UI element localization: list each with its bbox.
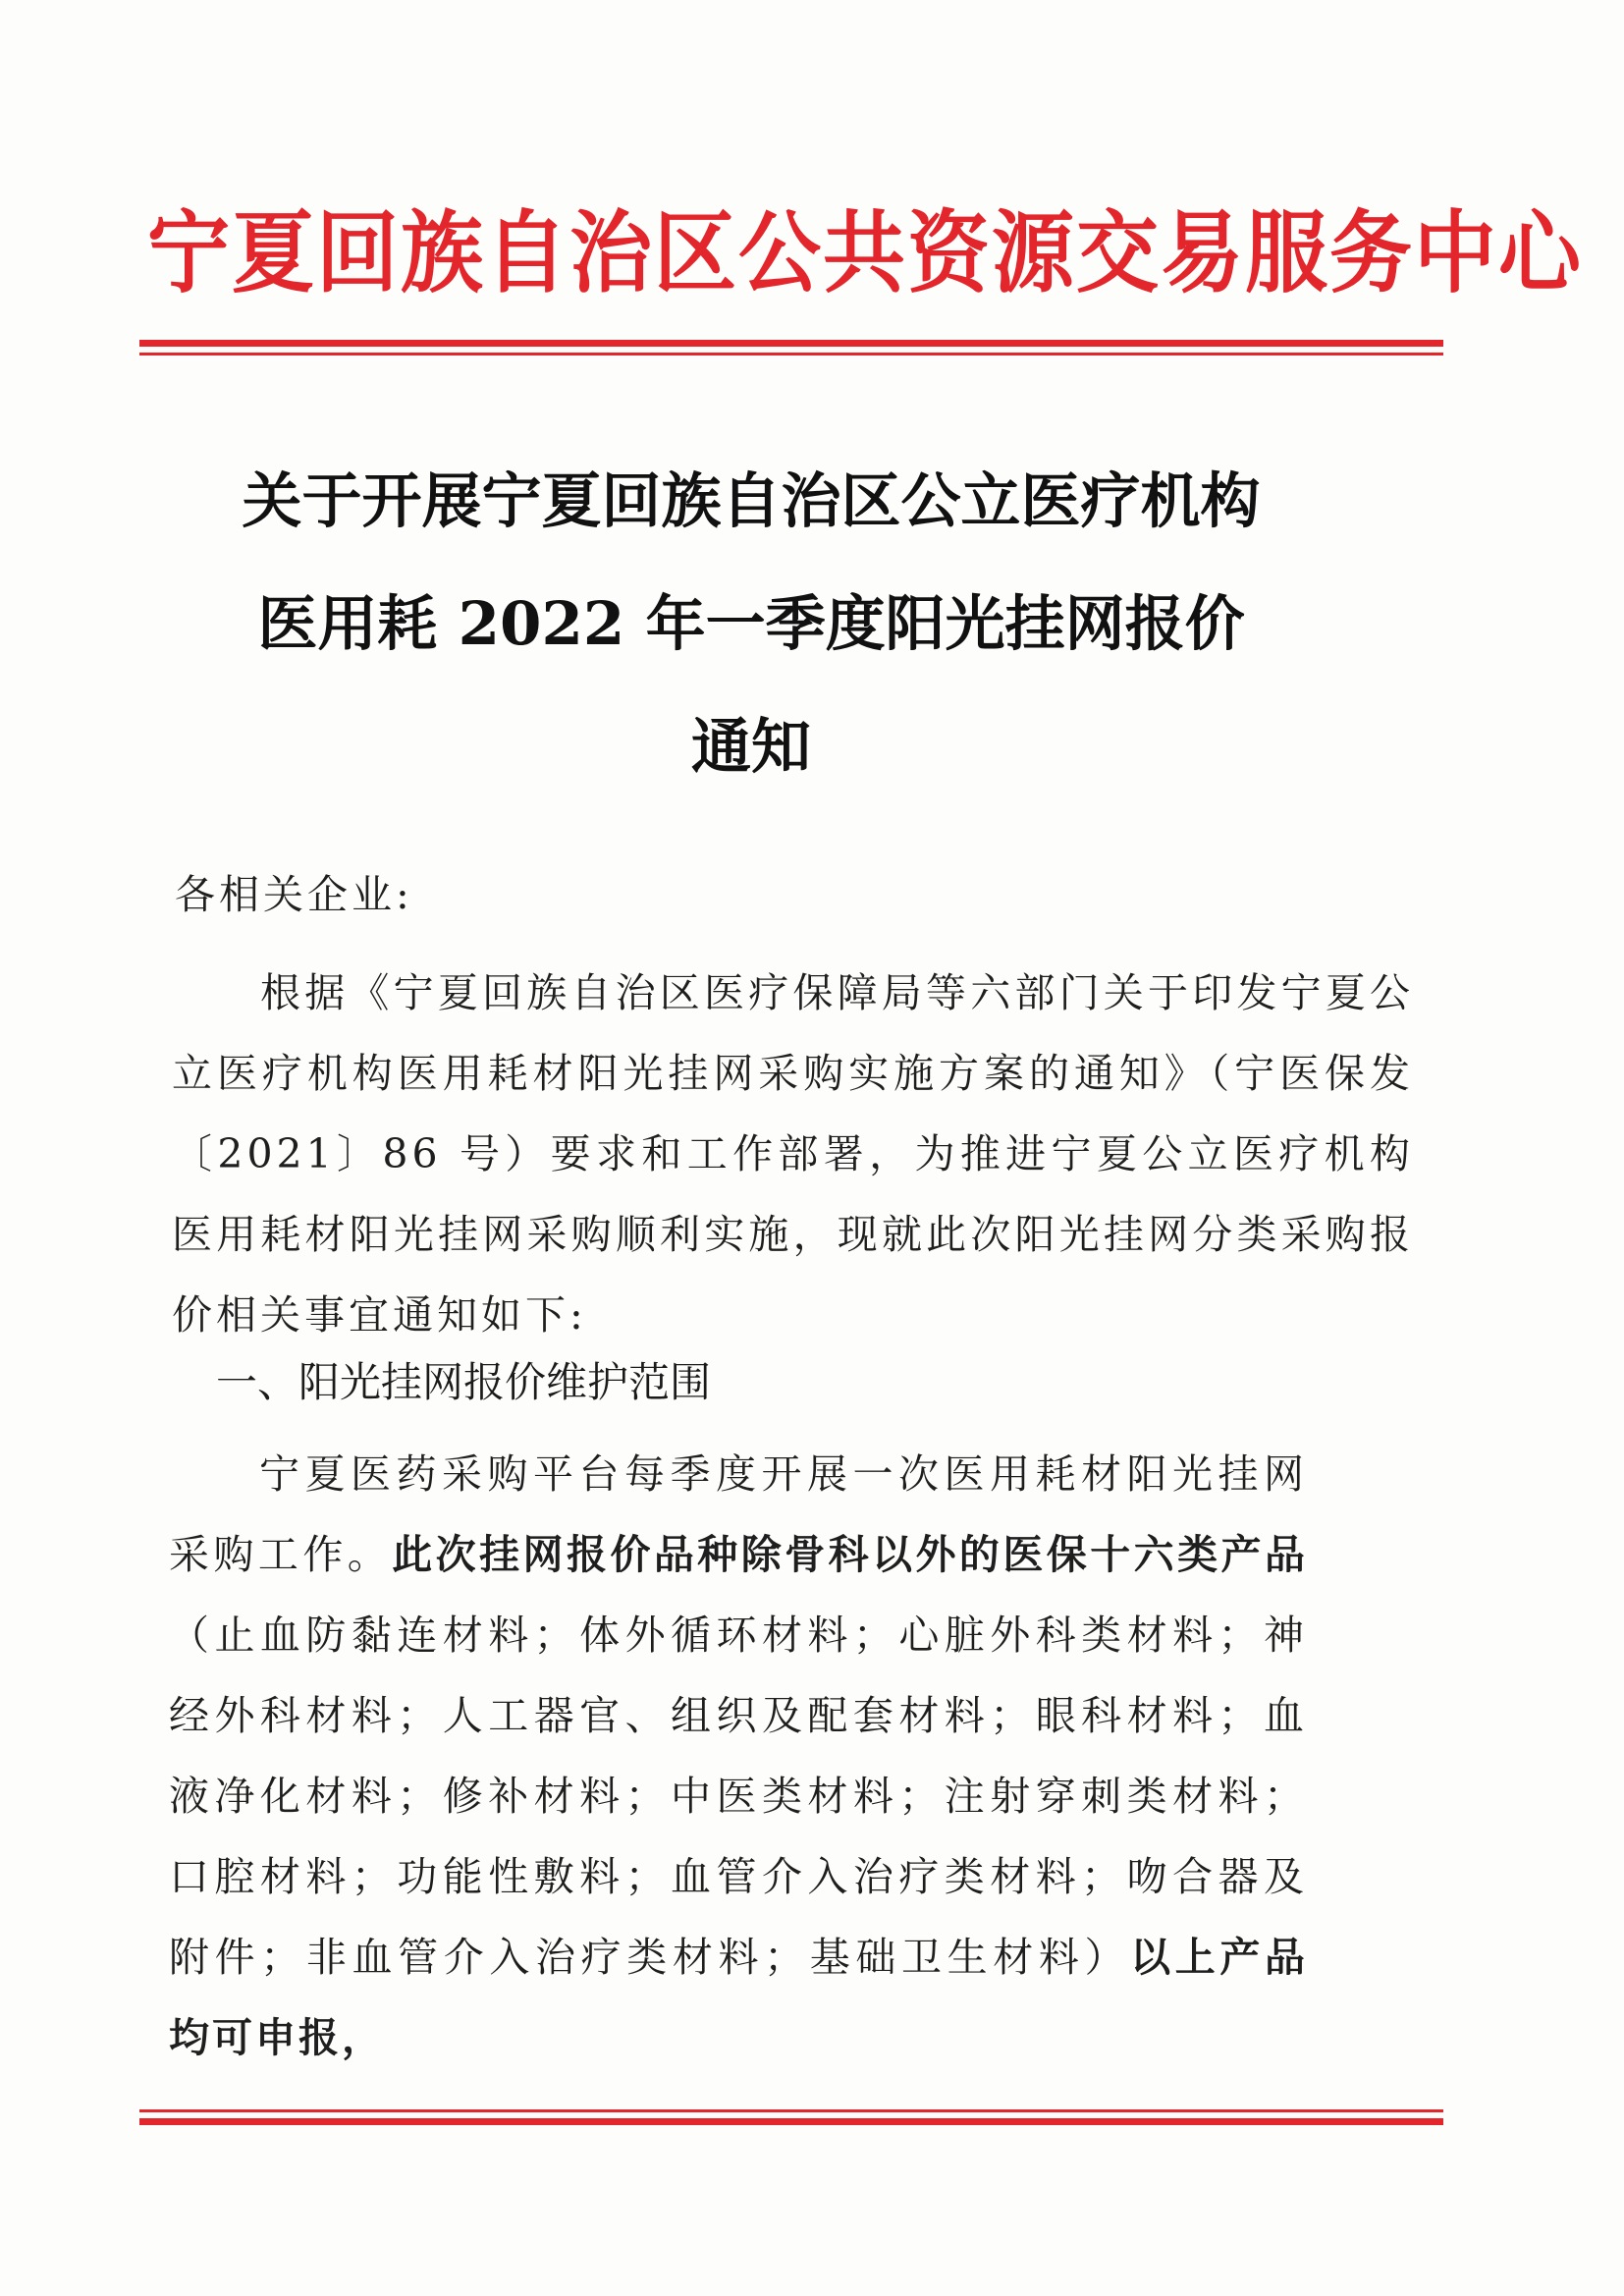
scope-text-emphasis-end: 以上产品均可申报， (169, 1934, 1308, 2061)
issuer-masthead: 宁夏回族自治区公共资源交易服务中心 (147, 199, 1584, 305)
scope-text-intro: 宁夏医药采购平台每季度开展一次医用耗材阳光挂网采购工作。 (169, 1450, 1308, 1578)
document-title-line-3: 通知 (690, 712, 811, 782)
salutation: 各相关企业: (175, 871, 413, 918)
footer-rule-thin (139, 2109, 1443, 2112)
scope-text-emphasis: 此次挂网报价品种除骨科以外的医保十六类产品 (392, 1531, 1309, 1578)
paragraph-intro: 根据《宁夏回族自治区医疗保障局等六部门关于印发宁夏公立医疗机构医用耗材阳光挂网采购实施方案的通知》（宁医保发〔2021〕86 号）要求和工作部署，为推进宁夏公立医疗机构医用耗材阳光挂网采购顺利实施，现就此次阳光挂网分类采购报价相关事宜通知如下: (172, 969, 1414, 1339)
masthead-rule-thin (139, 353, 1443, 355)
masthead-rule-thick (139, 340, 1443, 347)
footer-rule-thick (139, 2118, 1443, 2125)
document-title-line-1: 关于开展宁夏回族自治区公立医疗机构 (242, 466, 1261, 536)
scope-product-list: （止血防黏连材料；体外循环材料；心脏外科类材料；神经外科材料；人工器官、组织及配套材料；眼科材料；血液净化材料；修补材料；中医类材料；注射穿刺类材料；口腔材料；功能性敷料；血管介入治疗类材料；吻合器及附件；非血管介入治疗类材料；基础卫生材料） (169, 1612, 1308, 1981)
paragraph-scope (169, 1434, 1308, 2078)
document-title-line-2: 医用耗 2022 年一季度阳光挂网报价 (257, 589, 1245, 659)
section-heading-scope: 一、阳光挂网报价维护范围 (216, 1358, 712, 1406)
